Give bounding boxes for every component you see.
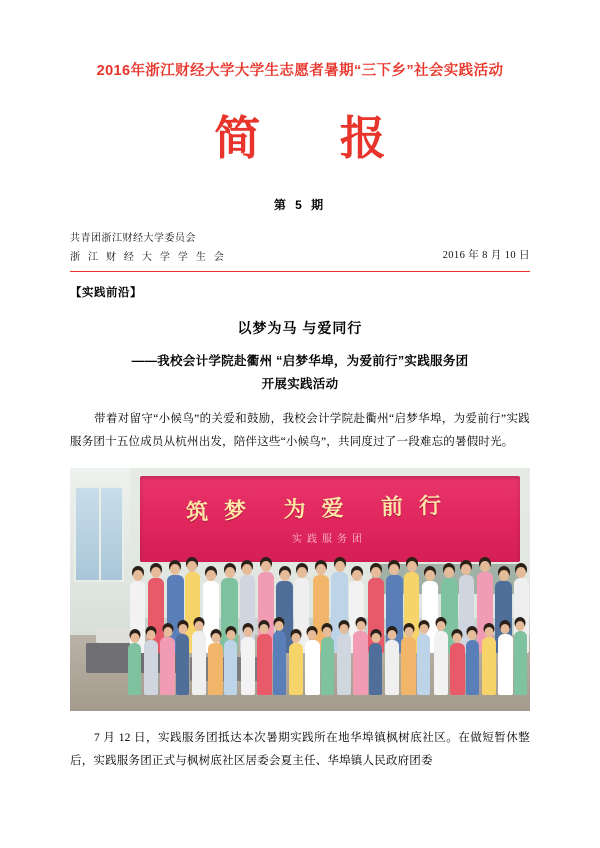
photo-person-head <box>444 567 454 578</box>
photo-person <box>257 634 272 695</box>
article-subtitle-line-2: 开展实践活动 <box>261 376 339 391</box>
photo-person-head <box>163 627 172 637</box>
photo-person-head <box>170 564 180 575</box>
photo-person <box>208 643 223 695</box>
photo-person <box>176 634 189 695</box>
photo-person <box>498 634 513 695</box>
photo-person <box>417 634 430 695</box>
photo-person-head <box>356 621 365 631</box>
photo-person <box>450 643 465 695</box>
photo-person-head <box>308 630 317 640</box>
photo-person-head <box>226 630 235 640</box>
photo-person <box>401 637 416 695</box>
photo-person-head <box>195 621 204 631</box>
photo-person-head <box>501 624 510 634</box>
photo-person-head <box>461 564 471 575</box>
photo-person <box>337 634 351 695</box>
issue-number: 第 5 期 <box>273 197 327 212</box>
photo-person-head <box>242 564 252 575</box>
org-line-2: 浙 江 财 经 大 学 学 生 会 <box>70 251 227 263</box>
photo-person-head <box>178 624 187 634</box>
photo-person-head <box>388 630 397 640</box>
photo-person <box>224 640 237 695</box>
photo-person-head <box>151 567 161 578</box>
masthead-organization <box>70 229 530 267</box>
photo-person-head <box>291 633 300 643</box>
photo-person-head <box>404 627 413 637</box>
photo-crowd <box>128 540 530 711</box>
photo-person-head <box>484 627 493 637</box>
photo-person <box>369 643 382 695</box>
article-paragraph-2: 7 月 12 日，实践服务团抵达本次暑期实践所在地华埠镇枫树底社区。在做短暂休整后，实践服务团正式与枫树底社区居委会夏主任、华埠镇人民政府团委 <box>70 731 530 767</box>
photo-person <box>273 631 286 695</box>
photo-person-head <box>516 567 526 578</box>
photo-person-head <box>147 630 156 640</box>
photo-person-head <box>187 561 197 572</box>
photo-person-head <box>453 633 462 643</box>
photo-person-head <box>297 567 307 578</box>
photo-person <box>385 640 399 695</box>
photo-person <box>305 640 320 695</box>
photo-person-head <box>407 561 417 572</box>
photo-banner-text: 筑梦 为爱 前行 <box>185 492 457 525</box>
photo-person <box>514 631 527 695</box>
photo-person-head <box>261 561 271 572</box>
photo-person <box>128 643 141 695</box>
photo-person <box>482 637 496 695</box>
photo-person-head <box>516 621 525 631</box>
photo-person-head <box>436 621 445 631</box>
photo-person <box>321 637 334 695</box>
photo-person-head <box>275 621 284 631</box>
red-divider <box>70 271 530 272</box>
photo-person <box>434 631 448 695</box>
photo-person-head <box>340 624 349 634</box>
publish-date: 2016 年 8 月 10 日 <box>442 249 530 261</box>
article-subtitle-line-1: ——我校会计学院赴衢州 “启梦华埠，为爱前行”实践服务团 <box>131 353 469 368</box>
photo-person <box>192 631 206 695</box>
photo-person-head <box>211 633 220 643</box>
photo-person-head <box>468 630 477 640</box>
photo-canvas <box>70 468 530 711</box>
photo-person-head <box>280 570 290 581</box>
photo-person-head <box>335 561 345 572</box>
photo-person-head <box>389 564 399 575</box>
photo-person-head <box>352 570 362 581</box>
photo-person <box>466 640 479 695</box>
photo-window <box>74 486 124 582</box>
photo-person <box>353 631 368 695</box>
photo-person-head <box>206 570 216 581</box>
article-paragraph-1: 带着对留守“小候鸟”的关爱和鼓励，我校会计学院赴衢州“启梦华埠，为爱前行”实践服务团十五位成员从杭州出发，陪伴这些“小候鸟”，共同度过了一段难忘的暑假时光。 <box>70 412 530 448</box>
photo-person <box>289 643 303 695</box>
photo-person-head <box>316 564 326 575</box>
article-photo <box>70 468 530 711</box>
photo-person-head <box>130 633 139 643</box>
page-title: 简 报 <box>214 112 420 164</box>
photo-person <box>144 640 158 695</box>
photo-person-head <box>225 567 235 578</box>
photo-person <box>160 637 175 695</box>
photo-person-head <box>260 624 269 634</box>
photo-person-head <box>425 570 435 581</box>
photo-person-head <box>371 567 381 578</box>
photo-person-head <box>323 627 332 637</box>
article-subtitle <box>70 350 530 396</box>
photo-person-head <box>133 570 143 581</box>
photo-banner-subtext: 实践服务团 <box>292 533 367 545</box>
section-tag: 【实践前沿】 <box>70 286 142 299</box>
org-line-1: 共青团浙江财经大学委员会 <box>70 232 196 244</box>
photo-person-head <box>499 570 509 581</box>
photo-person-head <box>480 561 490 572</box>
photo-person-head <box>243 627 252 637</box>
photo-person-head <box>419 624 428 634</box>
page-header-title: 2016年浙江财经大学大学生志愿者暑期“三下乡”社会实践活动 <box>96 63 504 79</box>
photo-person-head <box>371 633 380 643</box>
article-title: 以梦为马 与爱同行 <box>237 319 363 336</box>
photo-person <box>241 637 255 695</box>
